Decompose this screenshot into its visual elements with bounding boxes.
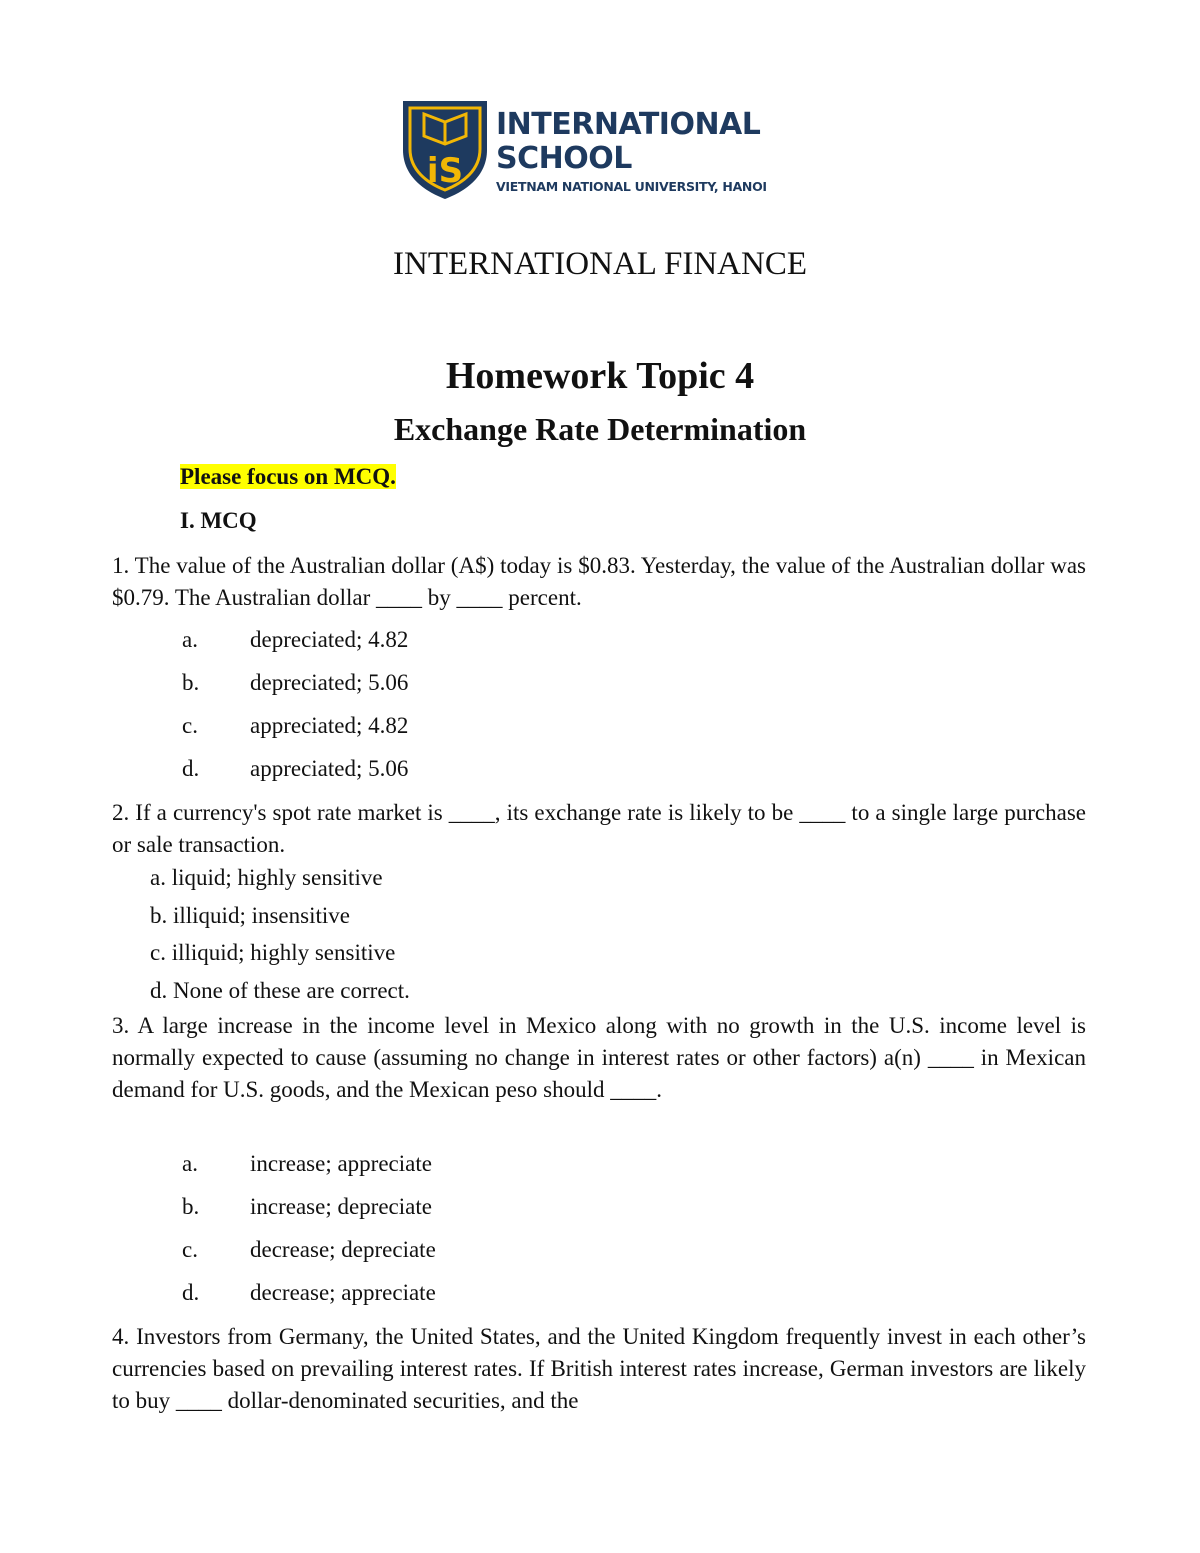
- section-heading: I. MCQ: [180, 508, 257, 533]
- option-letter: b.: [182, 1194, 200, 1219]
- focus-note-highlight: Please focus on MCQ.: [180, 464, 396, 489]
- question-1-option-b: [182, 668, 408, 698]
- question-3-option-a: [182, 1149, 432, 1179]
- option-text: decrease; depreciate: [250, 1237, 436, 1262]
- logo-mark: iS: [426, 151, 464, 191]
- question-2-option-a: a. liquid; highly sensitive: [150, 865, 383, 890]
- option-letter: c.: [182, 713, 198, 738]
- homework-title: Homework Topic 4: [445, 355, 755, 397]
- question-2-text: 2. If a currency's spot rate market is ____, its exchange rate is likely to be ____ to a single large purchase or sale transaction.: [112, 800, 1086, 857]
- question-1-option-a: [182, 625, 408, 655]
- focus-note: [180, 462, 396, 492]
- question-3-option-c: [182, 1235, 436, 1265]
- option-letter: c.: [182, 1237, 198, 1262]
- school-logo: [400, 98, 800, 208]
- question-2-option-c: c. illiquid; highly sensitive: [150, 940, 396, 965]
- option-text: increase; depreciate: [250, 1194, 432, 1219]
- question-3-option-d: [182, 1278, 436, 1308]
- question-1-text: 1. The value of the Australian dollar (A$) today is $0.83. Yesterday, the value of the Australian dollar was $0.79. The Australian dollar ____ by ____ percent.: [112, 553, 1086, 610]
- option-text: decrease; appreciate: [250, 1280, 436, 1305]
- option-letter: a.: [182, 627, 198, 652]
- course-title: INTERNATIONAL FINANCE: [393, 246, 807, 282]
- shield-crest-icon: [400, 98, 490, 202]
- logo-line-3: VIETNAM NATIONAL UNIVERSITY, HANOI: [496, 179, 767, 194]
- question-1-option-d: [182, 754, 408, 784]
- question-3-option-b: [182, 1192, 432, 1222]
- option-letter: a.: [182, 1151, 198, 1176]
- option-text: appreciated; 5.06: [250, 756, 409, 781]
- question-1-option-c: [182, 711, 408, 741]
- option-text: appreciated; 4.82: [250, 713, 409, 738]
- logo-line-2: SCHOOL: [496, 141, 632, 176]
- option-letter: d.: [182, 756, 200, 781]
- option-letter: d.: [182, 1280, 200, 1305]
- option-text: depreciated; 5.06: [250, 670, 409, 695]
- logo-line-1: INTERNATIONAL: [496, 107, 761, 142]
- question-2-option-d: d. None of these are correct.: [150, 978, 410, 1003]
- option-text: increase; appreciate: [250, 1151, 432, 1176]
- question-3-text: 3. A large increase in the income level in Mexico along with no growth in the U.S. income level is normally expected to cause (assuming no change in interest rates or other factors) a(n) ____ in Mexican demand for U.S. goods, and the Mexican peso should ____.: [112, 1013, 1086, 1102]
- option-letter: b.: [182, 670, 200, 695]
- question-4-text: 4. Investors from Germany, the United States, and the United Kingdom frequently invest in each other’s currencies based on prevailing interest rates. If British interest rates increase, German investors are likely to buy ____ dollar-denominated securities, and the: [112, 1324, 1086, 1413]
- option-text: depreciated; 4.82: [250, 627, 409, 652]
- question-2-option-b: b. illiquid; insensitive: [150, 903, 350, 928]
- homework-subtitle: Exchange Rate Determination: [393, 411, 807, 447]
